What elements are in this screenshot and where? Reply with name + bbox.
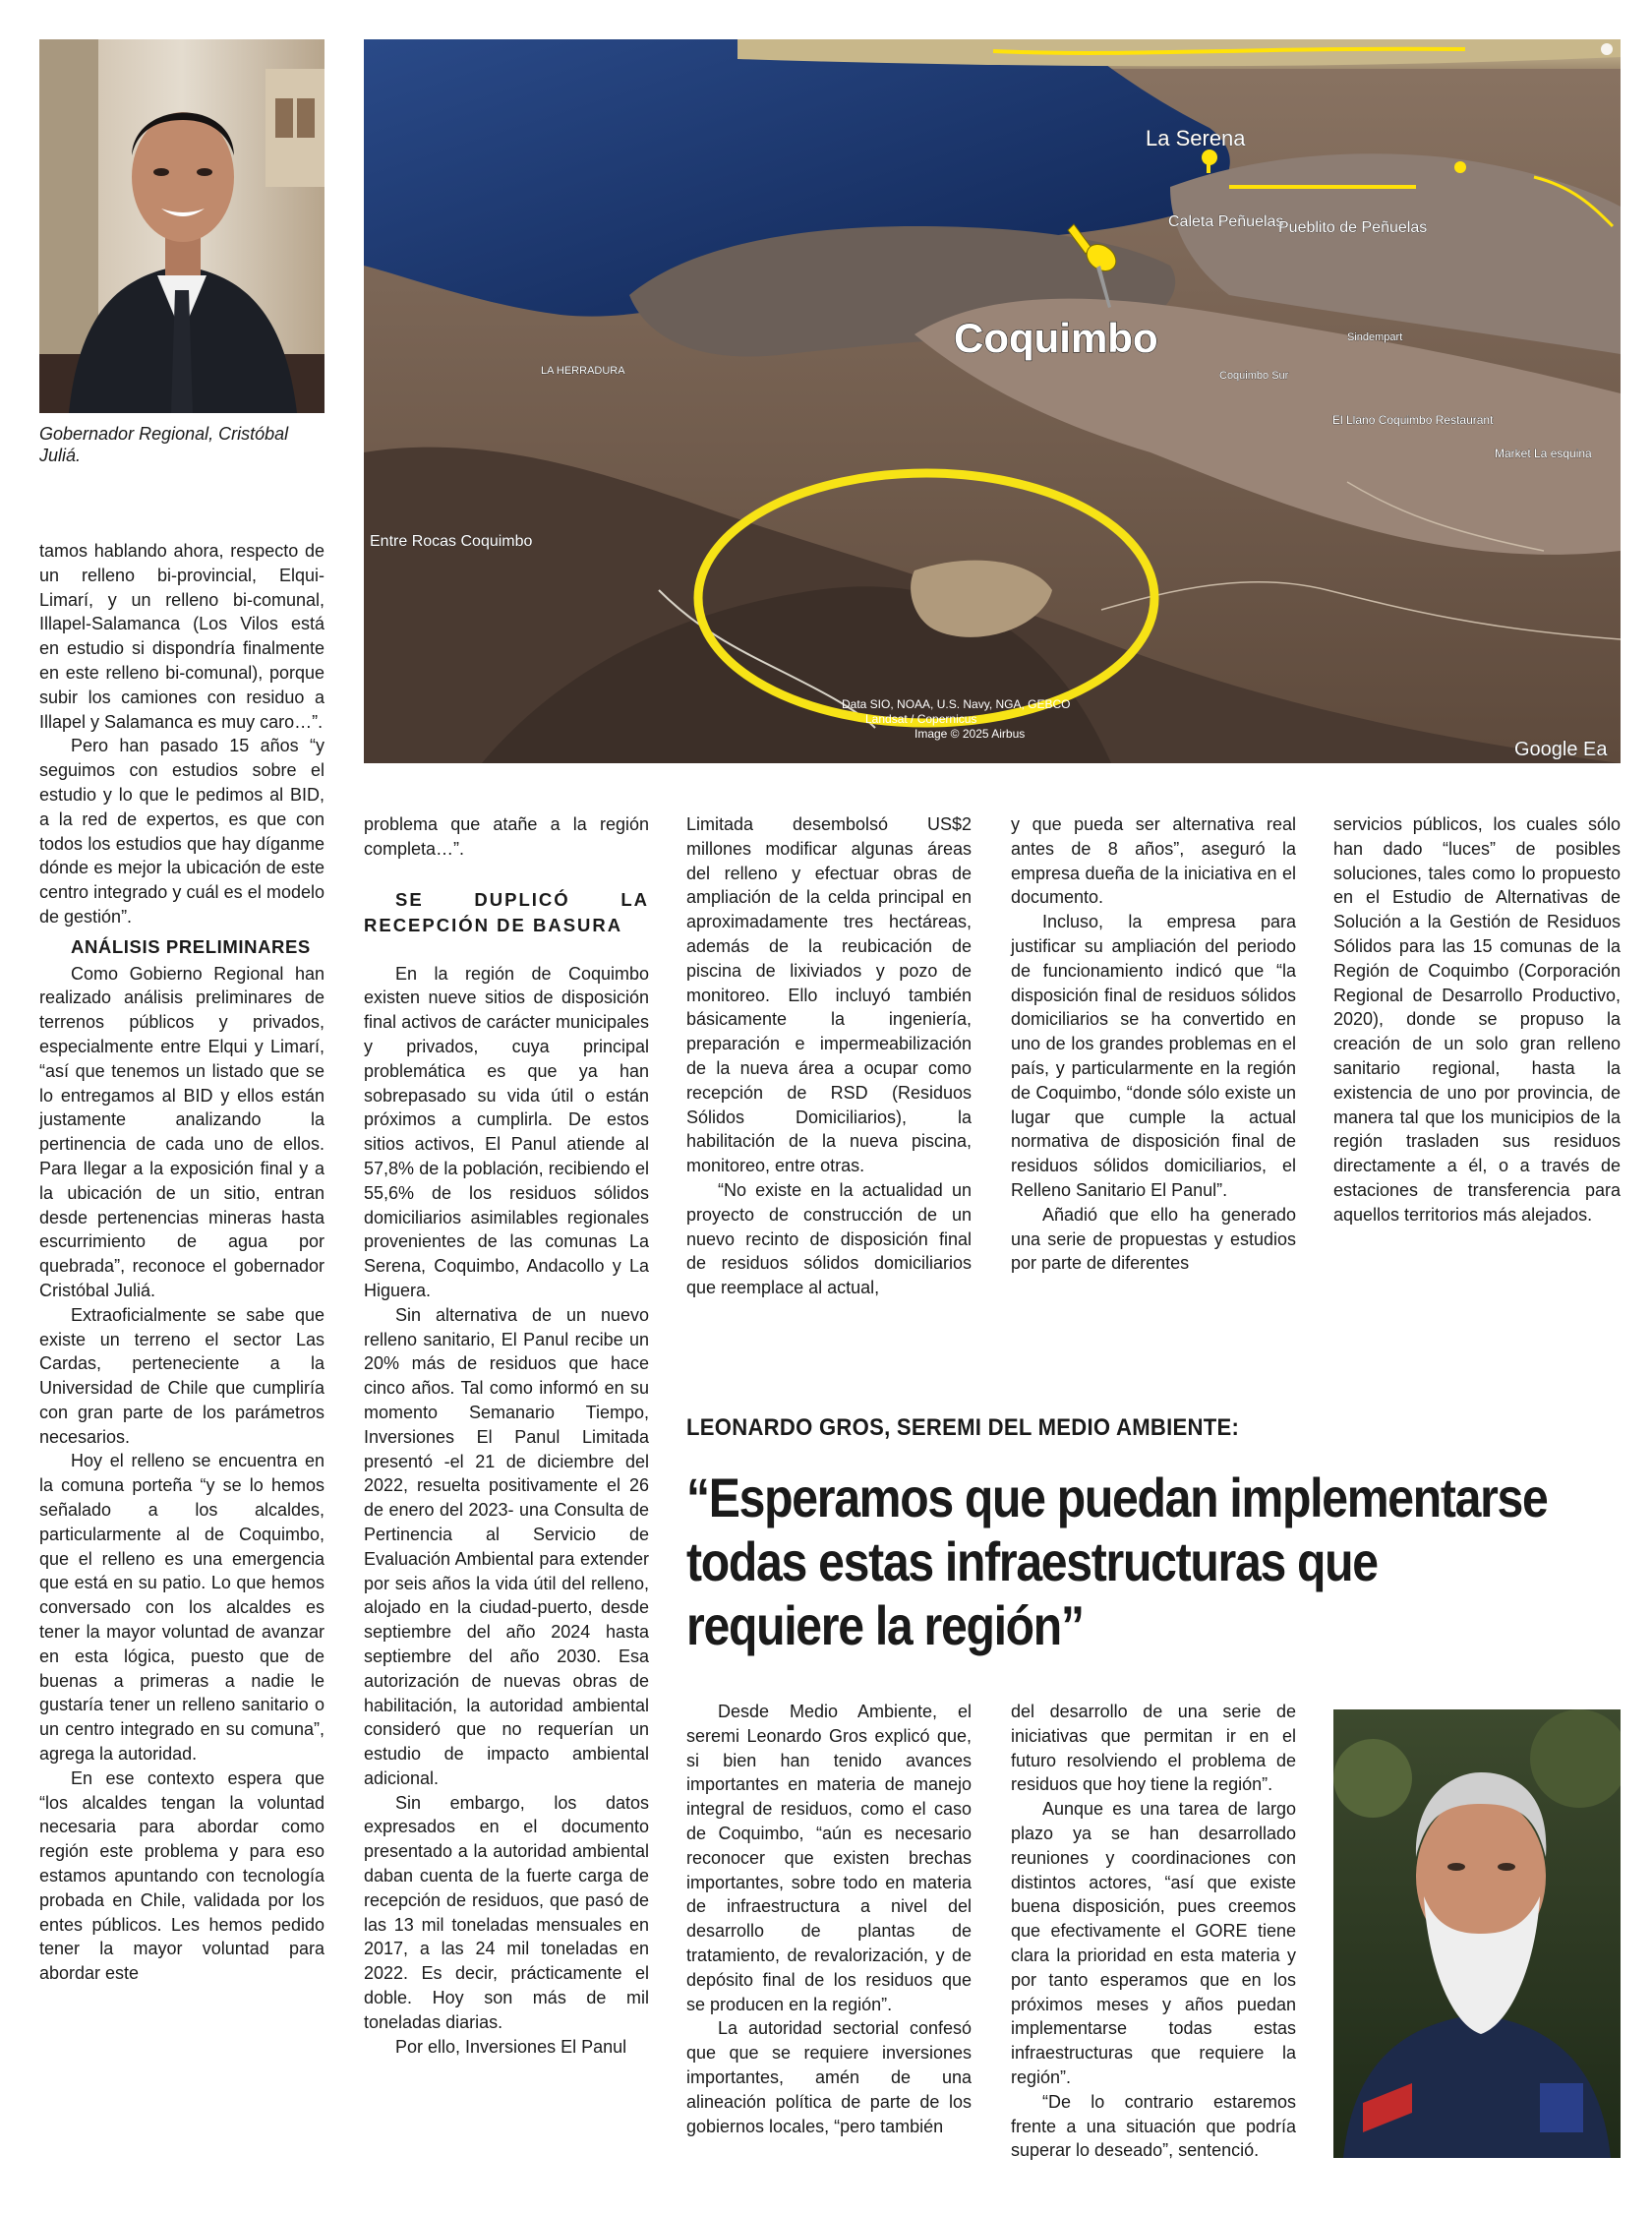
map-label-google: Google Ea: [1514, 739, 1608, 760]
map-attribution: Data SIO, NOAA, U.S. Navy, NGA, GEBCO Landsat / Copernicus Image © 2025 Airbus: [842, 697, 1071, 741]
col2-paragraph: problema que atañe a la región completa…”.: [364, 814, 649, 859]
col2-paragraph: Por ello, Inversiones El Panul: [395, 2036, 627, 2057]
col3-paragraph: Limitada desembolsó US$2 millones modificar algunas áreas del relleno y efectuar obras de ampliación de la celda principal en aproximadamente tres hectáreas, además de la reubicación de piscina de lixiviados y pozo de monitoreo. Ello incluyó también básicamente la ingeniería, preparación e impermeabilización de la nueva área a ocupar como recepción de RSD (Residuos Sólidos Domiciliarios), la habilitación de la nueva piscina, monitoreo, entre otras.: [686, 814, 972, 1176]
seremi-photo: [1333, 1709, 1621, 2158]
column-3: [686, 812, 972, 1300]
col5-paragraph: servicios públicos, los cuales sólo han dado “luces” de posibles soluciones, tales como lo propuesto en el Estudio de Alternativas de Solución a la Gestión de Residuos Sólidos para las 15 comunas de la Región de Coquimbo (Corporación Regional de Desarrollo Productivo, 2020), donde se propuso la creación de un solo gran relleno sanitario regional, hasta la existencia de uno por provincia, de manera tal que los municipios de la región trasladen sus residuos directamente a él, o a través de estaciones de transferencia para aquellos territorios más alejados.: [1333, 814, 1621, 1225]
col2-paragraph: Sin embargo, los datos expresados en el documento presentado a la autoridad ambiental daban cuenta de la fuerte carga de recepción de residuos, que pasó de las 13 mil toneladas mensuales en 2017, a las 24 mil toneladas en 2022. Es decir, prácticamente el doble. Hoy son más de mil toneladas diarias.: [364, 1792, 649, 2032]
interview-paragraph: Desde Medio Ambiente, el seremi Leonardo Gros explicó que, si bien han tenido avances importantes en materia de manejo integral de residuos, como el caso de Coquimbo, “aún es necesario reconocer que existen brechas importantes, sobre todo en materia de infraestructura a nivel del desarrollo de plantas de tratamiento, de revalorización, y de depósito final de los residuos que se producen en la región”.: [686, 1702, 972, 2014]
col2-paragraph: Sin alternativa de un nuevo relleno sanitario, El Panul recibe un 20% más de residuos que hace cinco años. Tal como informó en su momento Semanario Tiempo, Inversiones El Panul Limitada presentó -el 21 de diciembre del 2022, resuelta positivamente el 26 de enero del 2023- una Consulta de Pertinencia al Servicio de Evaluación Ambiental para extender por seis años la vida útil del relleno, alojado en la ciudad-puerto, desde septiembre del año 2024 hasta septiembre del año 2030. Esa autorización de nuevas obras de habilitación, la autoridad ambiental consideró que no requerían un estudio de impacto ambiental adicional.: [364, 1304, 649, 1788]
map-label-la-herradura: LA HERRADURA: [541, 365, 625, 377]
map-label-minor-1: Coquimbo Sur: [1219, 370, 1289, 382]
column-2: [364, 812, 649, 2059]
map-label-minor-3: El Llano Coquimbo Restaurant: [1332, 413, 1494, 427]
map-label-pueblito: Pueblito de Peñuelas: [1278, 219, 1428, 236]
col1-paragraph: tamos hablando ahora, respecto de un relleno bi-provincial, Elqui-Limarí, y un relleno bi-comunal, Illapel-Salamanca (Los Vilos está en estudio si dispondría finalmente en este relleno bi-comunal), porque subir los camiones con residuo a Illapel y Salamanca es muy caro…”.: [39, 541, 324, 732]
map-label-coquimbo: Coquimbo: [954, 315, 1158, 361]
map-label-entre-rocas: Entre Rocas Coquimbo: [370, 533, 533, 550]
governor-photo: [39, 39, 324, 413]
col4-paragraph: Incluso, la empresa para justificar su ampliación del periodo de funcionamiento indicó que “la disposición final de residuos sólidos domiciliarios se ha convertido en uno de los grandes problemas en el país, y particularmente en la región de Coquimbo, “donde sólo existe un lugar que cumple la actual normativa de disposición final de residuos sólidos domiciliarios, el Relleno Sanitario El Panul”.: [1011, 912, 1296, 1200]
col4-paragraph: y que pueda ser alternativa real antes de 8 años”, aseguró la empresa dueña de la iniciativa en el documento.: [1011, 814, 1296, 908]
col1-paragraph: En ese contexto espera que “los alcaldes tengan la voluntad necesaria para abordar como región este problema y para eso estamos apuntando con tecnología probada en Chile, validada por los entes públicos. Les hemos pedido tener la mayor voluntad para abordar este: [39, 1767, 324, 1984]
interview-column-b: [1011, 1700, 1296, 2163]
column-5: [1333, 812, 1621, 1227]
section-heading-analisis: ANÁLISIS PRELIMINARES: [71, 935, 311, 957]
column-1: [39, 539, 324, 1986]
interview-column-a: [686, 1700, 972, 2138]
col1-paragraph: Pero han pasado 15 años “y seguimos con estudios sobre el estudio y lo que le pedimos al BID, a la red de expertos, es que con todos los estudios que hay díganme dónde es mejor la ubicación de este centro integrado y cuál es el modelo de gestión”.: [39, 736, 324, 927]
col4-paragraph: Añadió que ello ha generado una serie de propuestas y estudios por parte de diferentes: [1011, 1204, 1296, 1274]
headline-line: “Esperamos que puedan implementarse: [686, 1467, 1548, 1528]
col1-paragraph: Extraoficialmente se sabe que existe un terreno el sector Las Cardas, perteneciente a la Universidad de Chile que cumpliría con gran parte de los parámetros necesarios.: [39, 1304, 324, 1447]
map-image: [364, 39, 1621, 763]
col2-paragraph: En la región de Coquimbo existen nueve sitios de disposición final activos de carácter municipales y privados, cuya principal problemática es que ya han sobrepasado su vida útil o están próximos a cumplirla. De estos sitios activos, El Panul atiende al 57,8% de la población, recibiendo el 55,6% de los residuos sólidos domiciliarios asimilables regionales provenientes de las comunas La Serena, Coquimbo, Andacollo y La Higuera.: [364, 963, 649, 1300]
section-heading-duplico: SE DUPLICÓ LA RECEPCIÓN DE BASURA: [364, 888, 649, 935]
col1-paragraph: Como Gobierno Regional han realizado análisis preliminares de terrenos públicos y privados, especialmente entre Elqui y Limarí, “así que tenemos un listado que se lo entregamos al BID y ellos están justamente analizando la pertinencia de cada uno de ellos. Para llegar a la exposición final y a la ubicación de un sitio, entran desde pertenencias mineras hasta escurrimiento de agua por quebrada”, reconoce el gobernador Cristóbal Juliá.: [39, 963, 324, 1300]
map-label-minor-4: Market La esquina: [1495, 447, 1592, 460]
headline-line: requiere la región”: [686, 1594, 1084, 1656]
interview-paragraph: La autoridad sectorial confesó que que se requiere inversiones importantes, amén de una alineación política de parte de los gobiernos locales, “pero también: [686, 2018, 972, 2136]
map-label-minor-2: Sindempart: [1347, 331, 1403, 343]
map-label-la-serena: La Serena: [1146, 126, 1246, 150]
headline-line: todas estas infraestructuras que: [686, 1530, 1378, 1592]
col1-paragraph: Hoy el relleno se encuentra en la comuna porteña “y se lo hemos señalado a los alcaldes, particularmente al de Coquimbo, que el relleno es una emergencia que está en su patio. Lo que hemos conversado con los alcaldes es tener la mayor voluntad de avanzar en esta lógica, puesto que de buenas a primeras a nadie le gustaría tener un relleno sanitario o un centro integrado en su comuna”, agrega la autoridad.: [39, 1451, 324, 1765]
interview-paragraph: “De lo contrario estaremos frente a una situación que podría superar lo deseado”, sentenció.: [1011, 2091, 1296, 2161]
interview-paragraph: Aunque es una tarea de largo plazo ya se han desarrollado reuniones y coordinaciones con distintos actores, “así que existe buena disposición, pues creemos que efectivamente el GORE tiene clara la prioridad en esta materia y por tanto esperamos que en los próximos meses y años puedan implementarse todas estas infraestructuras que requiere la región”.: [1011, 1799, 1296, 2087]
interview-headline: [686, 1466, 1548, 1657]
interview-kicker: LEONARDO GROS, SEREMI DEL MEDIO AMBIENTE:: [686, 1414, 1240, 1441]
column-4: [1011, 812, 1296, 1276]
col3-paragraph: “No existe en la actualidad un proyecto de construcción de un nuevo recinto de disposición final de residuos sólidos domiciliarios que reemplace al actual,: [686, 1179, 972, 1298]
interview-paragraph: del desarrollo de una serie de iniciativas que permitan ir en el futuro resolviendo el problema de residuos que hoy tiene la región”.: [1011, 1702, 1296, 1795]
governor-caption: Gobernador Regional, Cristóbal Juliá.: [39, 424, 289, 465]
map-label-caleta: Caleta Peñuelas: [1168, 213, 1284, 230]
